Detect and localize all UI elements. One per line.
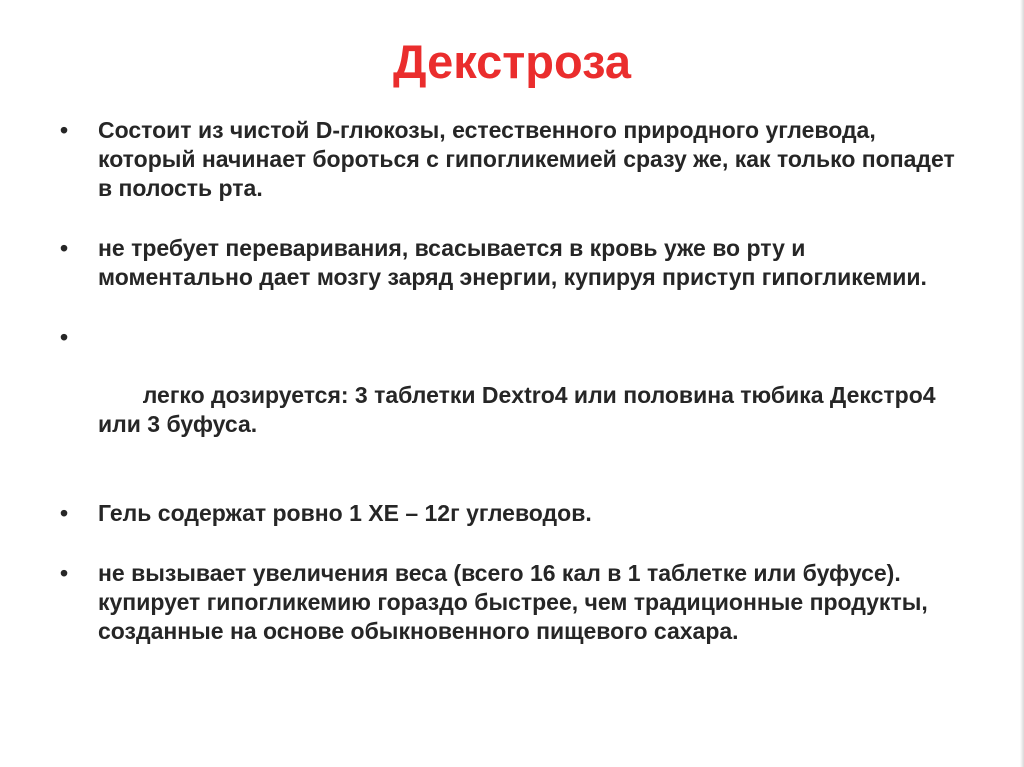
bullet-item-1 — [60, 116, 960, 203]
bullet-text: Состоит из чистой D-глюкозы, естественного природного углевода, который начинает бороться с гипогликемией сразу же, как только попадет в полость рта. — [98, 117, 955, 201]
bullet-dot: • — [60, 560, 69, 586]
bullet-text: легко дозируется: 3 таблетки Dextro4 или половина тюбика Декстро4 или 3 буфуса. — [98, 382, 942, 437]
bullet-list — [60, 116, 960, 677]
bullet-dot: • — [60, 117, 69, 143]
bullet-item-3 — [60, 323, 960, 468]
bullet-text: не вызывает увеличения веса (всего 16 кал в 1 таблетке или буфусе). купирует гипогликемию гораздо быстрее, чем традиционные продукты, созданные на основе обыкновенного пищевого сахара. — [98, 560, 928, 644]
slide-edge-shadow — [1020, 0, 1024, 767]
bullet-item-2 — [60, 234, 960, 292]
bullet-item-4 — [60, 499, 960, 528]
bullet-dot: • — [60, 324, 69, 350]
bullet-text: Гель содержат ровно 1 ХЕ – 12г углеводов. — [98, 500, 592, 526]
bullet-dot: • — [60, 500, 69, 526]
bullet-dot: • — [60, 235, 69, 261]
bullet-text: не требует переваривания, всасывается в кровь уже во рту и моментально дает мозгу заряд энергии, купируя приступ гипогликемии. — [98, 235, 927, 290]
bullet-item-5 — [60, 559, 960, 646]
slide-title: Декстроза — [393, 35, 631, 88]
